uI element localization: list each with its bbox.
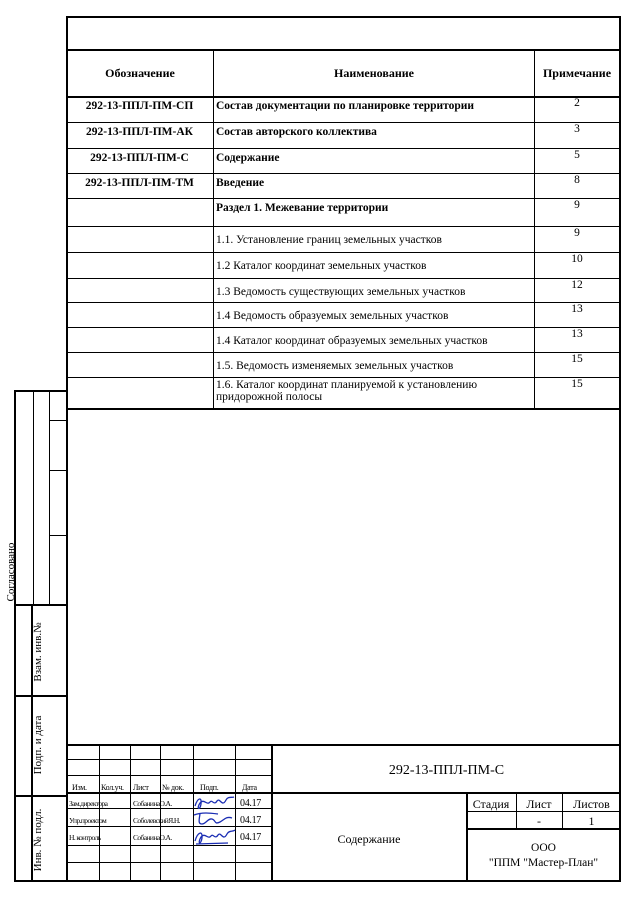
header-designation: Обозначение bbox=[105, 66, 175, 80]
stamp-doc-title: Содержание bbox=[337, 832, 401, 846]
table-bottom-border bbox=[66, 408, 620, 410]
stamp-sheet-value: - bbox=[537, 814, 541, 828]
side-short-line bbox=[49, 535, 66, 536]
stamp-grid-line bbox=[66, 826, 271, 827]
stamp-stage-label: Стадия bbox=[472, 797, 510, 811]
stamp-grid-line bbox=[66, 775, 271, 776]
stamp-header-izm: Изм. bbox=[72, 783, 87, 792]
stamp-date-1: 04.17 bbox=[240, 798, 262, 809]
toc-row-title: Содержание bbox=[216, 152, 280, 164]
stamp-grid-line bbox=[66, 845, 271, 846]
side-inner-line bbox=[33, 390, 34, 604]
table-top-border bbox=[66, 49, 620, 51]
signature-2 bbox=[192, 810, 236, 828]
toc-row-title: Раздел 1. Межевание территории bbox=[216, 202, 389, 214]
stamp-top-border bbox=[66, 744, 620, 746]
stamp-doc-code: 292-13-ППЛ-ПМ-С bbox=[388, 763, 505, 778]
toc-row-page: 9 bbox=[574, 227, 580, 239]
toc-row-title: Состав документации по планировке территории bbox=[216, 100, 475, 112]
stamp-name-2: СоболевскийЯ.Н. bbox=[133, 816, 180, 825]
side-outer-line bbox=[14, 390, 16, 882]
side-top-line bbox=[14, 390, 66, 392]
toc-row-code: 292-13-ППЛ-ПМ-АК bbox=[86, 126, 193, 138]
stamp-org-line2: "ППМ "Мастер-План" bbox=[488, 857, 599, 869]
stamp-grid-line bbox=[66, 759, 271, 760]
stamp-org-line1: ООО bbox=[531, 842, 556, 854]
toc-row-code: 292-13-ППЛ-ПМ-СП bbox=[85, 100, 194, 112]
toc-row-title: 1.4 Каталог координат образуемых земельных участков bbox=[216, 335, 488, 347]
toc-row-page: 10 bbox=[571, 253, 583, 265]
toc-row-page: 3 bbox=[574, 123, 580, 135]
stamp-name-3: СобанинаО.А. bbox=[133, 833, 172, 842]
stamp-name-1: СобанинаО.А. bbox=[133, 799, 172, 808]
toc-row-title: 1.6. Каталог координат планируемой к установлению придорожной полосы bbox=[216, 379, 478, 403]
stamp-sheets-value: 1 bbox=[588, 814, 595, 828]
stamp-header-doc: № док. bbox=[162, 783, 184, 792]
toc-row-title: 1.4 Ведомость образуемых земельных участков bbox=[216, 310, 449, 322]
stamp-sheet-label: Лист bbox=[526, 797, 552, 811]
toc-row-code: 292-13-ППЛ-ПМ-С bbox=[90, 152, 189, 164]
toc-row-title: Состав авторского коллектива bbox=[216, 126, 377, 138]
side-short-line bbox=[49, 420, 66, 421]
side-inner-line bbox=[49, 390, 50, 604]
side-section-line bbox=[14, 604, 66, 606]
toc-row-title: Введение bbox=[216, 177, 265, 189]
stamp-role-1: Зам.директора bbox=[69, 799, 108, 808]
stamp-col-line bbox=[99, 744, 100, 880]
stamp-grid-line bbox=[66, 792, 620, 794]
stamp-col-line bbox=[130, 744, 131, 880]
table-col-line bbox=[213, 49, 214, 408]
toc-row-page: 13 bbox=[571, 328, 583, 340]
stamp-header-sign: Подп. bbox=[200, 783, 219, 792]
stamp-col-line bbox=[160, 744, 161, 880]
toc-row-page: 9 bbox=[574, 199, 580, 211]
toc-row-page: 8 bbox=[574, 174, 580, 186]
side-section-line bbox=[14, 695, 66, 697]
toc-row-code: 292-13-ППЛ-ПМ-ТМ bbox=[85, 177, 194, 189]
stamp-role-2: Упр.проектом bbox=[69, 816, 107, 825]
side-inv-no-label: Инв. № подл. bbox=[32, 808, 44, 872]
toc-row-title: 1.1. Установление границ земельных участков bbox=[216, 234, 442, 246]
side-short-line bbox=[49, 470, 66, 471]
side-section-line bbox=[14, 795, 66, 797]
toc-row-page: 12 bbox=[571, 279, 583, 291]
stamp-date-3: 04.17 bbox=[240, 832, 262, 843]
toc-row-page: 5 bbox=[574, 149, 580, 161]
toc-row-page: 2 bbox=[574, 97, 580, 109]
stamp-role-3: Н. контроль bbox=[69, 833, 101, 842]
stamp-header-kol: Кол.уч. bbox=[101, 783, 124, 792]
side-replaced-label: Взам. инв.№ bbox=[32, 622, 44, 682]
header-note: Примечание bbox=[542, 66, 612, 80]
stamp-header-list: Лист bbox=[133, 783, 149, 792]
side-agreed-label: Согласовано bbox=[5, 542, 17, 602]
page-frame bbox=[66, 16, 621, 882]
toc-row-title: 1.2 Каталог координат земельных участков bbox=[216, 260, 427, 272]
side-bottom-line bbox=[14, 880, 66, 882]
stamp-header-date: Дата bbox=[242, 783, 257, 792]
toc-row-title: 1.3 Ведомость существующих земельных участков bbox=[216, 286, 466, 298]
header-name: Наименование bbox=[334, 66, 414, 80]
toc-row-page: 15 bbox=[571, 378, 583, 390]
toc-row-page: 13 bbox=[571, 303, 583, 315]
side-sign-date-label: Подп. и дата bbox=[32, 715, 44, 775]
toc-row-page: 15 bbox=[571, 353, 583, 365]
stamp-sheets-label: Листов bbox=[573, 797, 610, 811]
stamp-grid-line bbox=[66, 862, 271, 863]
toc-row-title: 1.5. Ведомость изменяемых земельных участков bbox=[216, 360, 454, 372]
signature-3 bbox=[192, 827, 236, 847]
stamp-date-2: 04.17 bbox=[240, 815, 262, 826]
